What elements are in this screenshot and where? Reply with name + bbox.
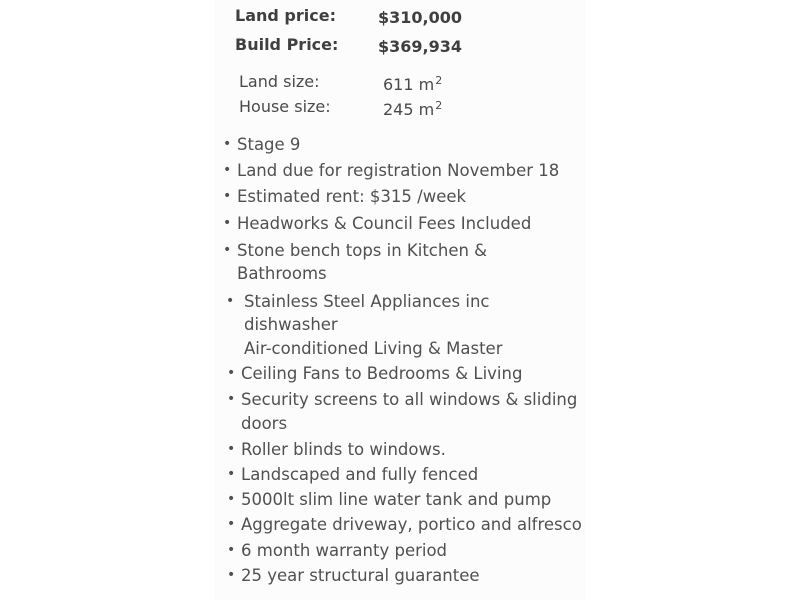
list-item-text: Stainless Steel Appliances inc — [244, 292, 490, 311]
build-price-label: Build Price: — [235, 35, 339, 54]
list-item-continuation: doors — [241, 414, 288, 433]
list-item-continuation: Air-conditioned Living & Master — [244, 339, 503, 358]
list-item-text: 25 year structural guarantee — [241, 566, 480, 585]
bullet-icon: • — [223, 136, 232, 152]
land-price-label: Land price: — [235, 6, 336, 25]
bullet-icon: • — [223, 215, 232, 231]
house-size-value — [383, 99, 442, 119]
land-size-value — [383, 74, 442, 94]
bullet-icon: • — [227, 491, 236, 507]
list-item-text: Landscaped and fully fenced — [241, 465, 479, 484]
bullet-icon: • — [223, 162, 232, 178]
list-item-text: Ceiling Fans to Bedrooms & Living — [241, 364, 523, 383]
list-item-text: Land due for registration November 18 — [237, 161, 560, 180]
list-item-text: Estimated rent: $315 /week — [237, 187, 467, 206]
bullet-icon: • — [223, 242, 232, 258]
land-size-number: 611 m — [383, 75, 435, 94]
list-item-text: Stone bench tops in Kitchen & — [237, 241, 488, 260]
bullet-icon: • — [227, 365, 236, 381]
list-item-text: Stage 9 — [237, 135, 301, 154]
bullet-icon: • — [227, 391, 236, 407]
bullet-icon: • — [223, 188, 232, 204]
bullet-icon: • — [227, 567, 236, 583]
build-price-value: $369,934 — [378, 37, 463, 56]
list-item-text: Aggregate driveway, portico and alfresco — [241, 515, 582, 534]
house-size-unit-exponent: 2 — [435, 99, 443, 112]
bullet-icon: • — [227, 466, 236, 482]
list-item-text: 5000lt slim line water tank and pump — [241, 490, 552, 509]
list-item-text: Roller blinds to windows. — [241, 440, 446, 459]
list-item-text: Security screens to all windows & sliding — [241, 390, 578, 409]
land-size-label: Land size: — [239, 72, 320, 91]
land-price-value: $310,000 — [378, 8, 463, 27]
list-item-continuation: dishwasher — [244, 315, 338, 334]
bullet-icon: • — [227, 441, 236, 457]
bullet-icon: • — [227, 542, 236, 558]
list-item-continuation: Bathrooms — [237, 264, 327, 283]
house-size-label: House size: — [239, 97, 331, 116]
bullet-icon: • — [226, 293, 235, 309]
house-size-number: 245 m — [383, 100, 435, 119]
list-item-text: 6 month warranty period — [241, 541, 448, 560]
list-item-text: Headworks & Council Fees Included — [237, 214, 532, 233]
bullet-icon: • — [227, 516, 236, 532]
land-size-unit-exponent: 2 — [435, 74, 443, 87]
